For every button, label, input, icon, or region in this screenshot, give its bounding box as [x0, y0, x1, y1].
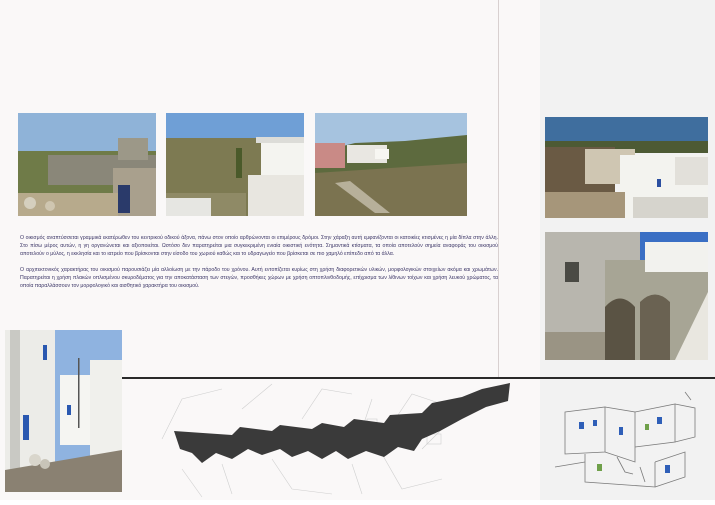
paragraph-settlement-layout: Ο οικισμός αναπτύσσεται γραμμικά εκατέρωθεν του κεντρικού οδικού άξονα, πάνω στον οποίο αρθρώνονται οι επιμέρους δρόμοι. Στην χάραξη αυτή εμφανίζονται οι κατοικίες κτισμένες η μία δίπλα στην άλλη. Στο πίσω μέρος αυτών, η γη οργανώνεται και αξιοποιείται. Ωστόσο δεν παρατηρείται μια συγκεκριμένη ενιαία οικιστική ενότητα. Σημαντικά κτίσματα, τα οποία αποτελούν σημεία αναφοράς του οικισμού αποτελούν ο μύλος, η εκκλησία και το ιατρείο που βρίσκονται στην είσοδο του χωριού καθώς και το υδραγωγείο που βρίσκεται σε πιο χαμηλό επίπεδο από τα άλλα.: [20, 235, 498, 258]
photo-street-white-houses: [545, 117, 708, 218]
architectural-sketch: [545, 382, 710, 492]
photo-white-house-field: [166, 113, 304, 216]
settlement-plan-drawing: [122, 379, 540, 500]
photo-white-alley: [5, 330, 122, 492]
photo-stone-walls-landscape: [18, 113, 156, 216]
main-road-shape: [174, 383, 510, 463]
column-divider: [498, 0, 499, 378]
paragraph-architectural-character: Ο αρχιτεκτονικός χαρακτήρας του οικισμού παρουσιάζει μία αλλοίωση με την πάροδο του χρόνου. Αυτή εντοπίζεται κυρίως στη χρήση διαφορετικών υλικών, μορφολογικών στοιχείων ακόμα και χρωμάτων. Παρατηρείται η χρήση πλακών οπλισμένου σκυροδέματος για την αποκατάσταση των στεγών, προσθήκες χώρων με χρήση οπτοπλινθοδομής, επίχρισμα των λίθινων τοίχων και χρήση λευκού χρώματος, τα οποία παραλλάσσουν τον μορφολογικό και αισθητικό χαρακτήρα του οικισμού.: [20, 266, 498, 290]
description-text: [20, 234, 498, 297]
photo-stone-house-stairs: [545, 232, 708, 360]
photo-village-hillside: [315, 113, 467, 216]
